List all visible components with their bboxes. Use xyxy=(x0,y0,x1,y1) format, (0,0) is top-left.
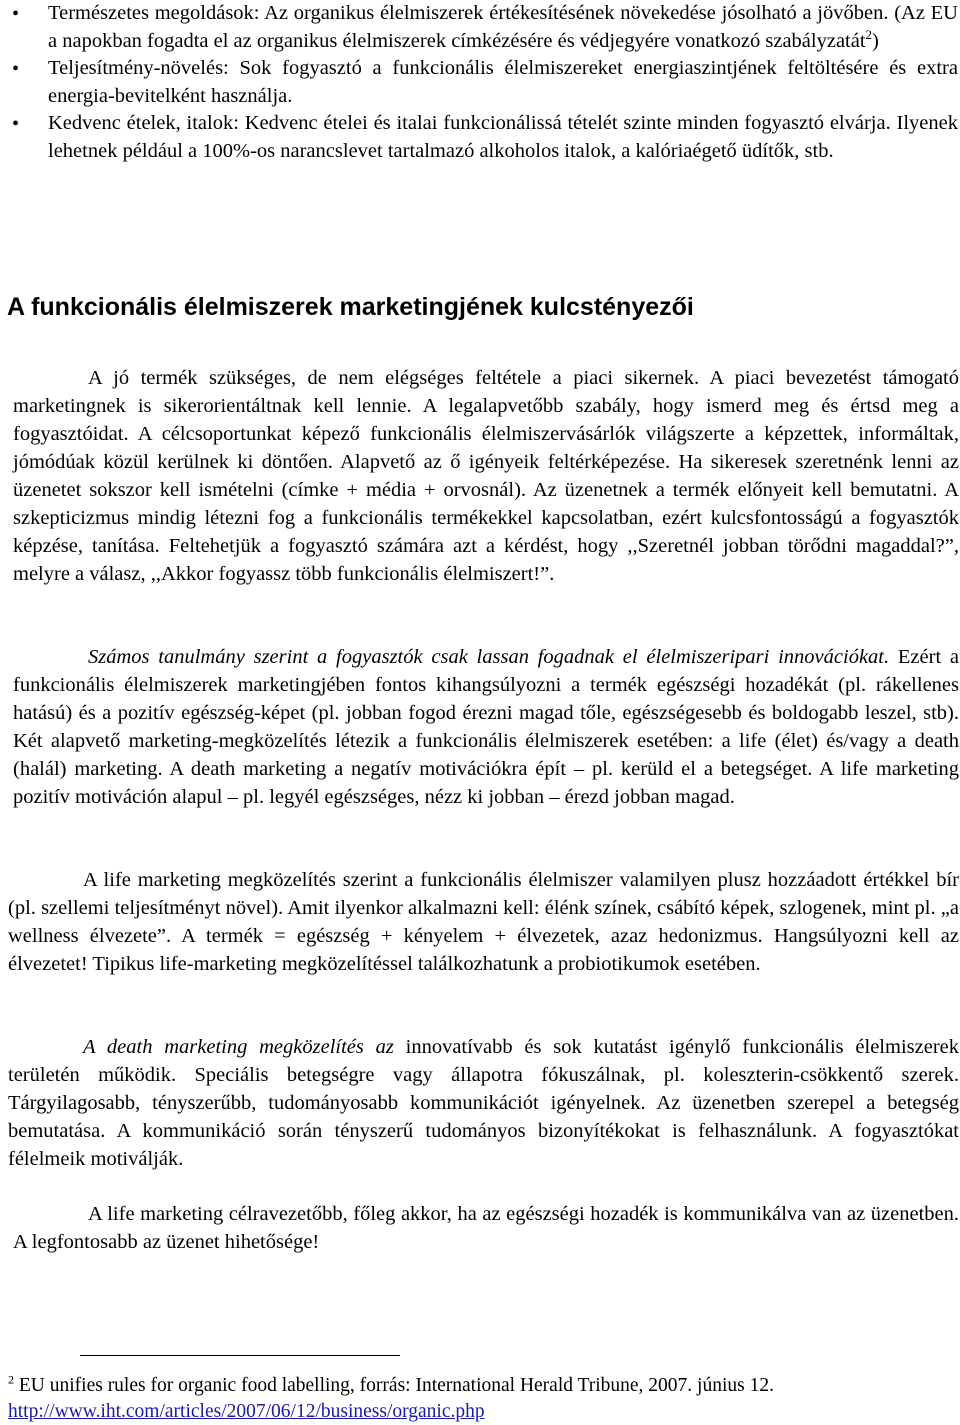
list-item-text: Teljesítmény-növelés: Sok fogyasztó a funkcionális élelmiszereket energiaszintjének feltöltésére és extra energia-bevitelként használja. xyxy=(48,57,958,107)
bullet-list xyxy=(12,0,958,165)
paragraph-5: A life marketing célravezetőbb, főleg akkor, ha az egészségi hozadék is kommunikálva van az üzenetben. A legfontosabb az üzenet hihetősége! xyxy=(13,1203,959,1253)
footnote-text: EU unifies rules for organic food labelling, forrás: International Herald Tribune, 2007. június 12. xyxy=(14,1375,774,1396)
list-item xyxy=(12,55,958,110)
bullet-icon: • xyxy=(12,58,20,80)
list-item xyxy=(12,110,958,165)
footnote-ref[interactable]: 2 xyxy=(865,26,873,42)
section-heading: A funkcionális élelmiszerek marketingjének kulcstényezői xyxy=(7,293,694,321)
list-item xyxy=(12,0,958,55)
footnote-number: 2 xyxy=(8,1372,14,1387)
footnote-divider xyxy=(80,1355,400,1356)
bullet-icon: • xyxy=(12,3,20,25)
footnote xyxy=(8,1373,958,1425)
bullet-icon: • xyxy=(12,113,20,135)
paragraph-3: A life marketing megközelítés szerint a funkcionális élelmiszer valamilyen plusz hozzáadott értékkel bír (pl. szellemi teljesítményt növel). Amit ilyenkor alkalmazni kell: élénk színek, csábító képek, szlogenek, mint pl. „a wellness élvezete”. A termék = egészség + kényelem + élvezetek, azaz hedonizmus. Hangsúlyozni kell az élvezetet! Tipikus life-marketing megközelítéssel találkozhatunk a probiotikumok esetében. xyxy=(8,869,959,975)
paragraph-1: A jó termék szükséges, de nem elégséges feltétele a piaci sikernek. A piaci bevezetést támogató marketingnek is sikerorientáltnak kell lennie. A legalapvetőbb szabály, hogy ismerd meg és értsd meg a fogyasztóidat. A célcsoportunkat képező funkcionális élelmiszervásárlók világszerte a képzettek, informáltak, jómódúak közül kerülnek ki döntően. Alapvető az ő igényeik feltérképezése. Ha sikeresek szeretnénk lenni az üzenetet sokszor kell ismételni (címke + média + orvosnál). Az üzenetnek a termék előnyeit kell bemutatni. A szkepticizmus mindig létezni fog a funkcionális termékekkel kapcsolatban, ezért kulcsfontosságú a fogyasztók képzése, tanítása. Feltehetjük a fogyasztó számára azt a kérdést, hogy ,,Szeretnél jobban törődni magaddal?”, melyre a válasz, ,,Akkor fogyassz több funkcionális élelmiszert!”. xyxy=(13,367,959,585)
footnote-link[interactable]: http://www.iht.com/articles/2007/06/12/business/organic.php xyxy=(8,1401,485,1422)
paragraph-4: A death marketing megközelítés az innovatívabb és sok kutatást igénylő funkcionális élelmiszerek területén működik. Speciális betegségre vagy állapotra fókuszálnak, pl. koleszterin-csökkentő szerek. Tárgyilagosabb, tényszerűbb, tudományosabb kommunikációt igényelnek. Az üzenetben szerepel a betegség bemutatása. A kommunikáció során tényszerű tudományos bizonyítékokat is felhasználunk. A fogyasztókat félelmeik motiválják. xyxy=(8,1036,959,1170)
paragraph-2: Számos tanulmány szerint a fogyasztók csak lassan fogadnak el élelmiszeripari innovációkat. Ezért a funkcionális élelmiszerek marketingjében fontos kihangsúlyozni a termék egészségi hozadékát (pl. rákellenes hatású) és a pozitív egészség-képet (pl. jobban fogod érezni magad tőle, egészségesebb és boldogabb leszel, stb). Két alapvető marketing-megközelítés létezik a funkcionális élelmiszerek esetében: a life (élet) és/vagy a death (halál) marketing. A death marketing a negatív motivációkra épít – pl. kerüld el a betegséget. A life marketing pozitív motiváción alapul – pl. legyél egészséges, nézz ki jobban – érezd jobban magad. xyxy=(13,646,960,808)
list-item-text: Természetes megoldások: Az organikus élelmiszerek értékesítésének növekedése jósolható a jövőben. (Az EU a napokban fogadta el az organikus élelmiszerek címkézésére és védjegyére vonatkozó szabályzatát$^2$) xyxy=(48,2,958,52)
list-item-text: Kedvenc ételek, italok: Kedvenc ételei és italai funkcionálissá tételét szinte minden fogyasztó elvárja. Ilyenek lehetnek például a 100%-os narancslevet tartalmazó alkoholos italok, a kalóriaégető üdítők, stb. xyxy=(48,112,958,162)
